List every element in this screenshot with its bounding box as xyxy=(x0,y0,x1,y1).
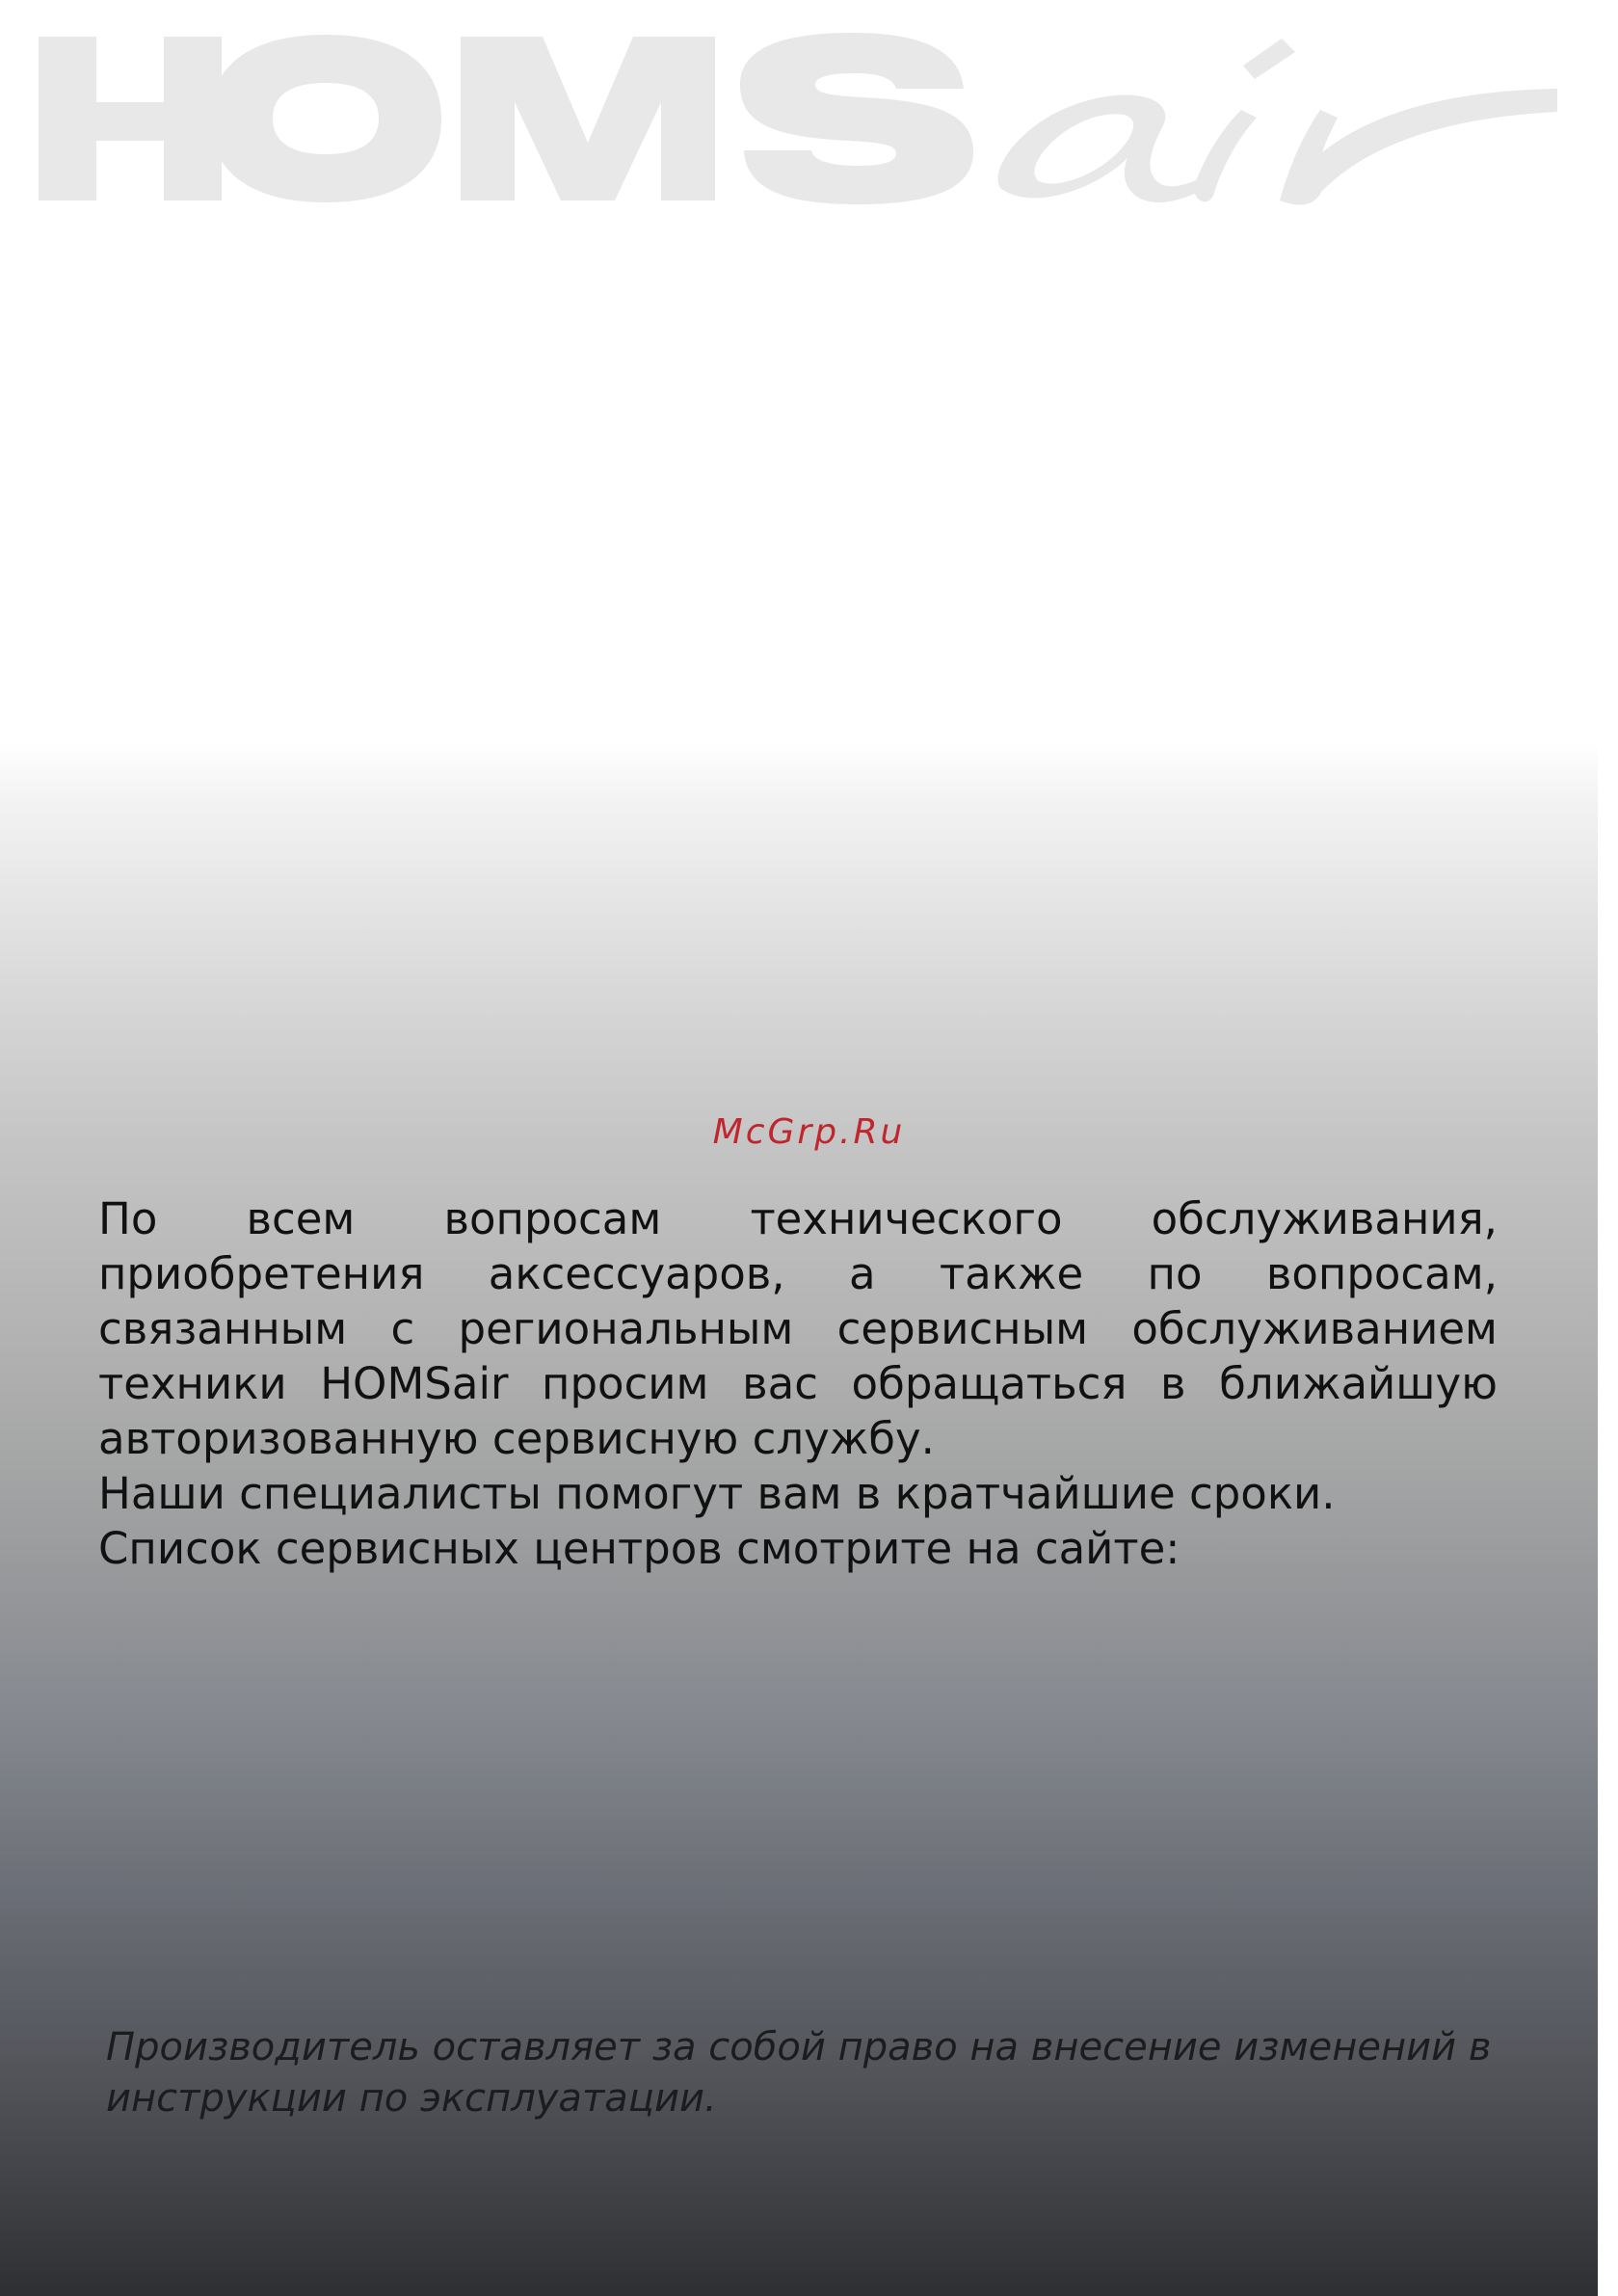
service-centers-prompt: Список сервисных центров смотрите на сайте: xyxy=(98,1523,1180,1574)
service-paragraph: По всем вопросам технического обслуживания, приобретения аксессуаров, а также по вопросам, связанным с региональным сервисным обслуживанием техники HOMSair просим вас обращаться в ближайшую авторизованную сервисную службу. xyxy=(98,1193,1498,1464)
manufacturer-disclaimer: Производитель оставляет за собой право на внесение изменений в инструкции по эксплуатации. xyxy=(106,2025,1492,2121)
specialists-line: Наши специалисты помогут вам в кратчайшие сроки. xyxy=(98,1468,1336,1519)
homsair-logo xyxy=(37,27,1559,210)
watermark-text: McGrp.Ru xyxy=(712,1112,906,1152)
service-info-block xyxy=(98,1191,1498,1576)
